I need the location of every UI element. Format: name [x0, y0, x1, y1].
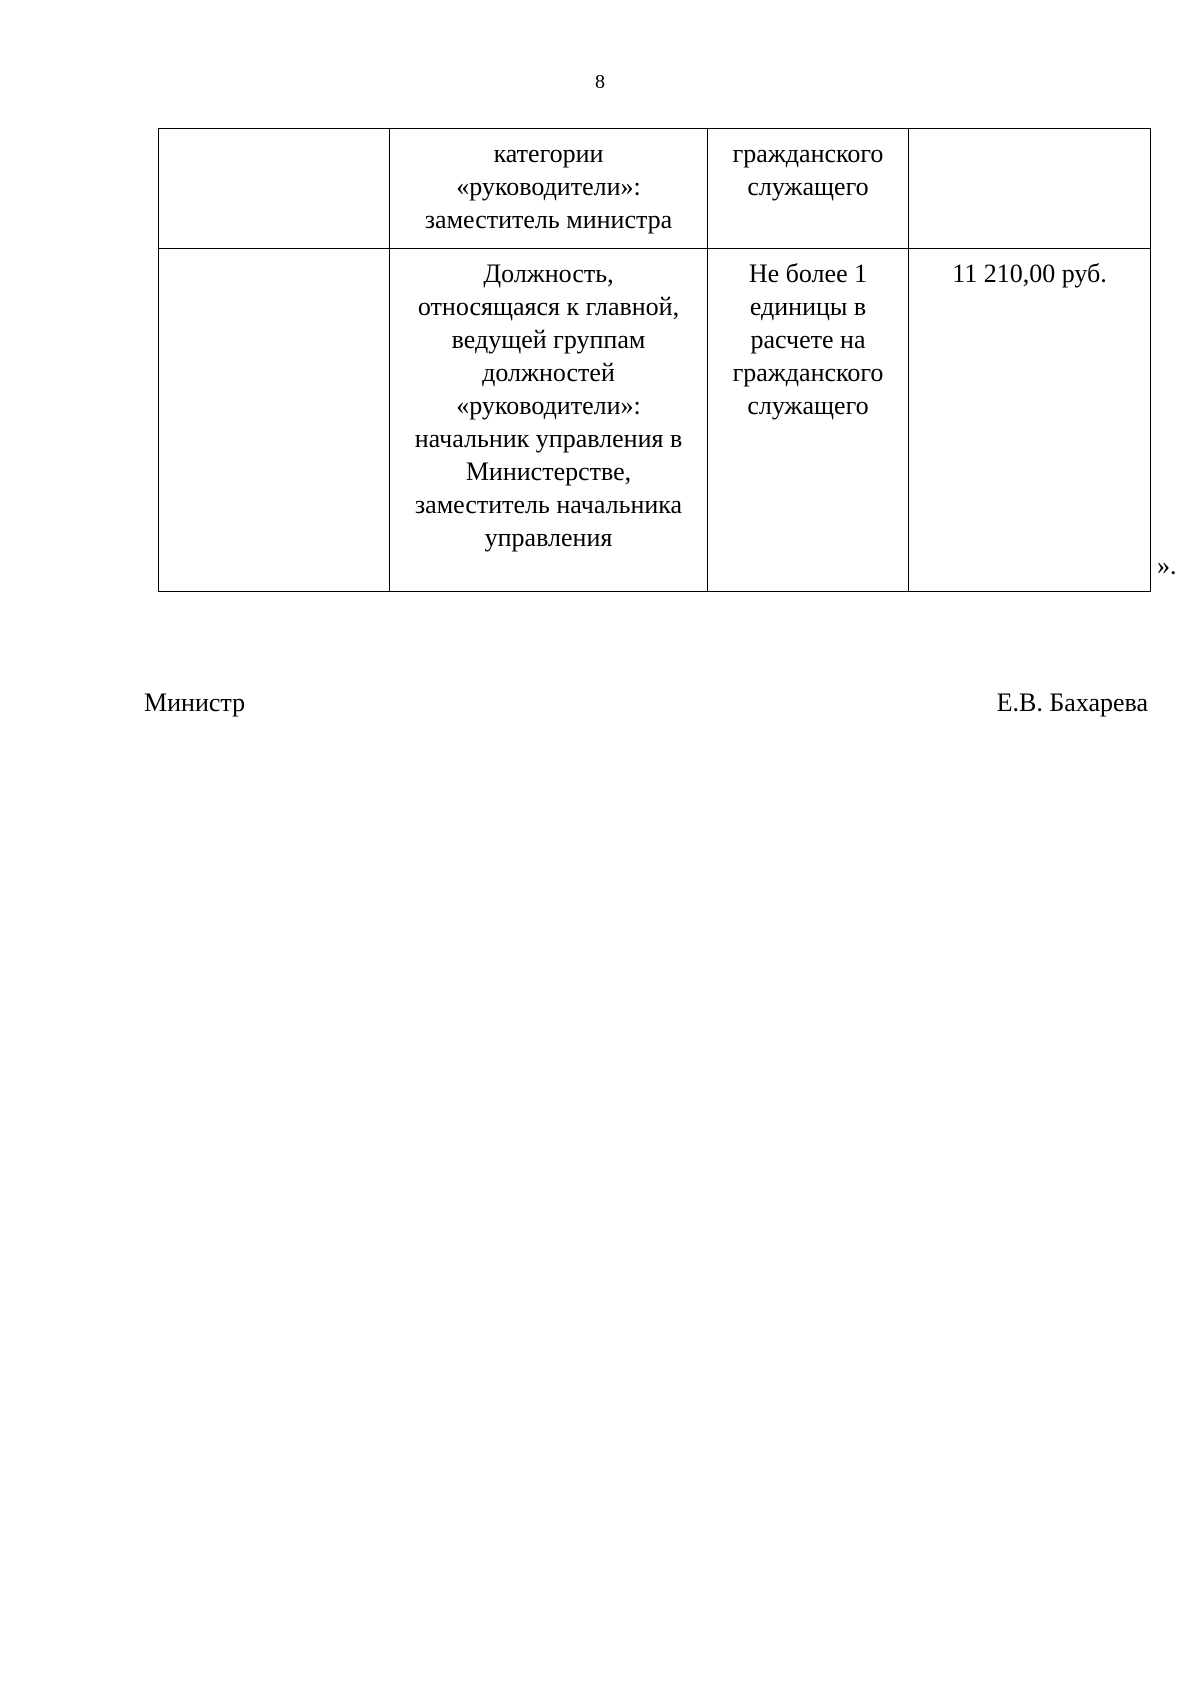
table-cell-quantity	[708, 249, 909, 592]
position-text: Должность, относящаяся к главной, ведущей группам должностей «руководители»: начальник управления в Министерстве, заместитель начальника управления	[414, 259, 683, 552]
quantity-text: гражданского служащего	[732, 139, 884, 201]
page-number: 8	[595, 71, 605, 93]
quantity-text: Не более 1 единицы в расчете на гражданского служащего	[732, 259, 884, 420]
closing-quote: ».	[1157, 551, 1177, 580]
table-row	[159, 129, 1151, 249]
position-text: категории «руководители»: заместитель министра	[424, 139, 673, 234]
price-text: 11 210,00 руб.	[952, 259, 1107, 288]
signature-name: Е.В. Бахарева	[996, 688, 1148, 717]
allowance-table	[158, 128, 1151, 592]
signature-title: Министр	[144, 688, 246, 717]
table-cell-position	[390, 249, 708, 592]
table-row	[159, 249, 1151, 592]
table-cell-price	[909, 129, 1151, 249]
table-cell-price	[909, 249, 1151, 592]
table-cell-empty	[159, 129, 390, 249]
table-cell-position	[390, 129, 708, 249]
table-cell-quantity	[708, 129, 909, 249]
table-cell-empty	[159, 249, 390, 592]
